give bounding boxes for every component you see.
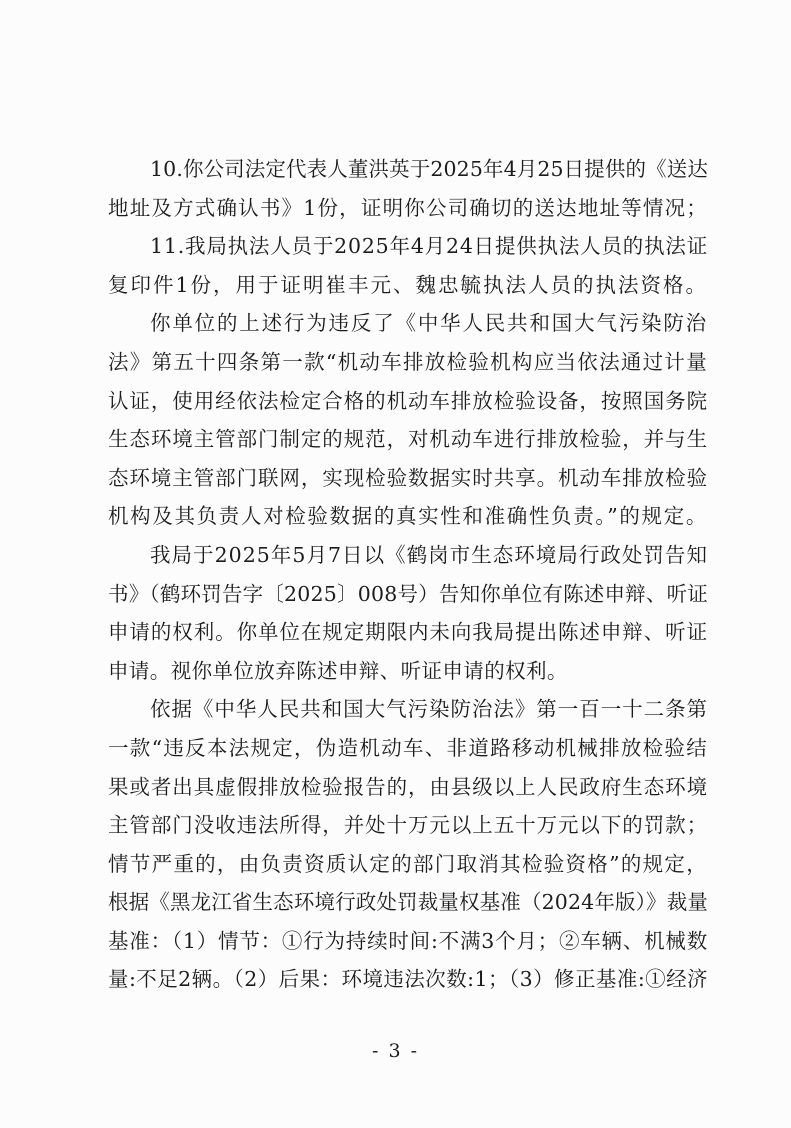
document-line: 一款“违反本法规定，伪造机动车、非道路移动机械排放检验结 xyxy=(108,735,708,760)
document-line: 认证，使用经依法检定合格的机动车排放检验设备，按照国务院 xyxy=(108,388,708,413)
document-line: 根据《黑龙江省生态环境行政处罚裁量权基准（2024年版）》裁量 xyxy=(108,890,708,915)
document-line: 书》（鹤环罚告字〔2025〕008号）告知你单位有陈述申辩、听证 xyxy=(108,581,708,606)
document-line: 主管部门没收违法所得，并处十万元以上五十万元以下的罚款； xyxy=(108,813,708,838)
document-line: 我局于2025年5月7日以《鹤岗市生态环境局行政处罚告知 xyxy=(150,542,708,567)
page-number: - 3 - xyxy=(371,1040,419,1062)
document-line: 法》第五十四条第一款“机动车排放检验机构应当依法通过计量 xyxy=(108,349,708,374)
document-line: 机构及其负责人对检验数据的真实性和准确性负责。”的规定。 xyxy=(108,504,708,529)
document-line: 态环境主管部门联网，实现检验数据实时共享。机动车排放检验 xyxy=(108,465,708,490)
document-line: 复印件1份，用于证明崔丰元、魏忠毓执法人员的执法资格。 xyxy=(108,272,708,297)
document-line: 申请。视你单位放弃陈述申辩、听证申请的权利。 xyxy=(108,658,568,683)
document-line: 地址及方式确认书》1份，证明你公司确切的送达地址等情况； xyxy=(108,195,708,220)
document-line: 生态环境主管部门制定的规范，对机动车进行排放检验，并与生 xyxy=(108,427,708,452)
document-body xyxy=(108,150,708,999)
document-line: 10.你公司法定代表人董洪英于2025年4月25日提供的《送达 xyxy=(150,157,708,181)
document-line: 依据《中华人民共和国大气污染防治法》第一百一十二条第 xyxy=(150,697,708,722)
document-line: 果或者出具虚假排放检验报告的，由县级以上人民政府生态环境 xyxy=(108,774,708,799)
document-line: 情节严重的，由负责资质认定的部门取消其检验资格”的规定， xyxy=(108,851,708,876)
document-line: 量:不足2辆。（2）后果：环境违法次数:1；（3）修正基准:①经济 xyxy=(108,967,708,992)
document-line: 11.我局执法人员于2025年4月24日提供执法人员的执法证 xyxy=(150,234,708,259)
document-line: 基准：（1）情节：①行为持续时间:不满3个月；②车辆、机械数 xyxy=(108,928,708,953)
document-line: 你单位的上述行为违反了《中华人民共和国大气污染防治 xyxy=(150,311,708,336)
document-line: 申请的权利。你单位在规定期限内未向我局提出陈述申辩、听证 xyxy=(108,620,708,645)
